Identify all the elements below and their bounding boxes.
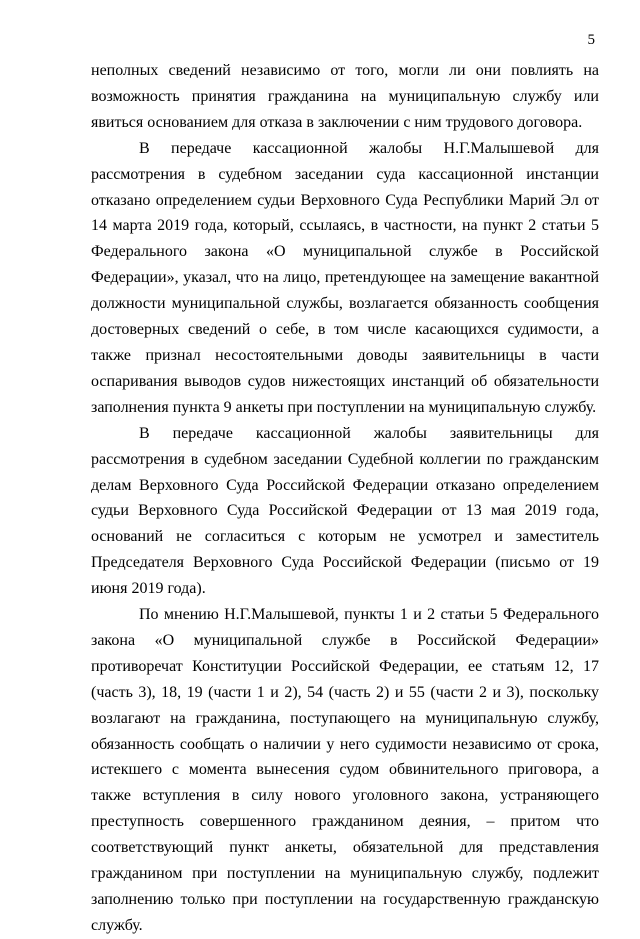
page-number: 5 [587,32,595,48]
body-text [91,58,599,939]
paragraph-4: По мнению Н.Г.Малышевой, пункты 1 и 2 статьи 5 Федерального закона «О муниципальной службе в Российской Федерации» противоречат Конституции Российской Федерации, ее статьям 12, 17 (часть 3), 18, 19 (части 1 и 2), 54 (часть 2) и 55 (части 2 и 3), поскольку возлагают на гражданина, поступающего на муниципальную службу, обязанность сообщать о наличии у него судимости независимо от срока, истекшего с момента вынесения судом обвинительного приговора, а также вступления в силу нового уголовного закона, устраняющего преступность совершенного гражданином деяния, – притом что соответствующий пункт анкеты, обязательной для представления гражданином при поступлении на муниципальную службу, подлежит заполнению только при поступлении на государственную гражданскую службу. [91,606,599,934]
paragraph-1: неполных сведений независимо от того, могли ли они повлиять на возможность принятия гражданина на муниципальную службу или явиться основанием для отказа в заключении с ним трудового договора. [91,62,599,131]
paragraph-2: В передаче кассационной жалобы Н.Г.Малышевой для рассмотрения в судебном заседании суда кассационной инстанции отказано определением судьи Верховного Суда Республики Марий Эл от 14 марта 2019 года, который, ссылаясь, в частности, на пункт 2 статьи 5 Федерального закона «О муниципальной службе в Российской Федерации», указал, что на лицо, претендующее на замещение вакантной должности муниципальной службы, возлагается обязанность сообщения достоверных сведений о себе, в том числе касающихся судимости, а также признал несостоятельными доводы заявительницы в части оспаривания выводов судов нижестоящих инстанций об обязательности заполнения пункта 9 анкеты при поступлении на муниципальную службу. [91,139,599,416]
paragraph-3: В передаче кассационной жалобы заявительницы для рассмотрения в судебном заседании Судебной коллегии по гражданским делам Верховного Суда Российской Федерации отказано определением судьи Верховного Суда Российской Федерации от 13 мая 2019 года, оснований не согласиться с которым не усмотрел и заместитель Председателя Верховного Суда Российской Федерации (письмо от 19 июня 2019 года). [91,424,599,598]
